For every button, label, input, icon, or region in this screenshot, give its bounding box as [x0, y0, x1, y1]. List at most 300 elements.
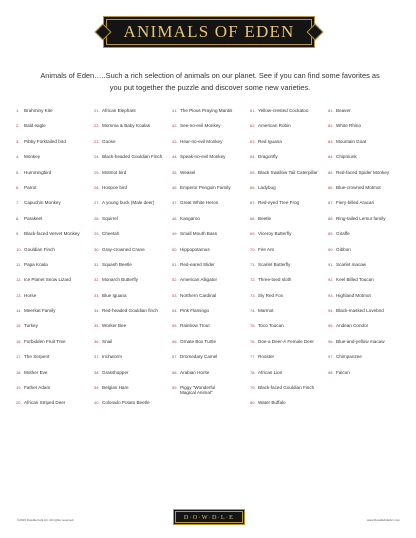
- banner-right-ornament: [307, 24, 324, 41]
- item-number: 68.: [250, 215, 256, 221]
- item-label-line: Monarch Butterfly: [102, 277, 138, 283]
- list-item: [172, 216, 246, 231]
- list-item: [328, 262, 402, 277]
- list-item: [172, 323, 246, 338]
- item-label: [258, 293, 283, 298]
- item-number: 66.: [250, 184, 256, 190]
- item-label-line: Dromedary Camel: [180, 354, 218, 360]
- item-number: 90.: [328, 246, 334, 252]
- item-label: [24, 400, 65, 405]
- item-label-line: Chipmunk: [336, 154, 357, 160]
- item-label: [24, 385, 50, 390]
- item-number: 2.: [16, 123, 20, 129]
- list-item: [328, 139, 402, 154]
- list-item: [328, 108, 402, 123]
- item-number: 77.: [250, 354, 256, 360]
- item-label-line: Inchworm: [102, 354, 122, 360]
- list-item: [16, 247, 90, 262]
- list-column: [172, 108, 246, 418]
- item-label-line: Viceroy Butterfly: [258, 231, 292, 237]
- footer-brand-logo: [173, 509, 245, 525]
- item-label: [258, 123, 291, 128]
- list-item: [328, 123, 402, 138]
- list-item: [328, 339, 402, 354]
- list-item: [328, 247, 402, 262]
- item-label: [24, 308, 55, 313]
- list-item: [172, 170, 246, 185]
- item-number: 46.: [172, 184, 178, 190]
- item-label: [180, 185, 231, 190]
- item-number: 33.: [94, 292, 100, 298]
- list-item: [94, 170, 168, 185]
- list-item: [328, 231, 402, 246]
- item-number: 57.: [172, 354, 178, 360]
- list-item: [16, 400, 90, 415]
- item-label-line: Beetle: [258, 215, 272, 221]
- list-item: [328, 370, 402, 385]
- item-label-line: Great White Heron: [180, 200, 219, 206]
- item-number: 93.: [328, 292, 334, 298]
- item-label-line: See-no-evil Monkey: [180, 123, 221, 129]
- item-label: [102, 154, 162, 159]
- item-label: [336, 123, 361, 128]
- item-number: 94.: [328, 308, 334, 314]
- item-number: 24.: [94, 154, 100, 160]
- item-label-line: Water Buffalo: [258, 400, 286, 406]
- item-label-line: Chimpanzee: [336, 354, 362, 360]
- item-label-line: Mother Eve: [24, 369, 48, 375]
- list-item: [172, 200, 246, 215]
- item-label-line: Blue-crowned Motmot: [336, 184, 381, 190]
- list-item: [328, 354, 402, 369]
- item-number: 49.: [172, 231, 178, 237]
- item-number: 5.: [16, 169, 20, 175]
- list-item: [172, 139, 246, 154]
- list-item: [16, 385, 90, 400]
- item-label: [102, 262, 132, 267]
- item-number: 72.: [250, 277, 256, 283]
- item-label: [336, 247, 351, 252]
- item-label-line: African Elephant: [102, 108, 136, 113]
- item-number: 6.: [16, 184, 20, 190]
- item-label-line: Beaver: [336, 108, 351, 113]
- item-label: [102, 354, 122, 359]
- item-label-line: Red-headed Gouldian finch: [102, 308, 158, 314]
- item-label: [102, 339, 112, 344]
- list-item: [250, 108, 324, 123]
- item-label: [24, 154, 40, 159]
- list-item: [16, 339, 90, 354]
- item-label: [258, 154, 278, 159]
- list-item: [16, 216, 90, 231]
- list-item: [172, 247, 246, 262]
- list-item: [250, 400, 324, 415]
- item-label-line: Snail: [102, 338, 113, 344]
- item-label-line: Ice Planet Snow Lizard: [24, 277, 71, 283]
- item-number: 16.: [16, 338, 22, 344]
- list-item: [16, 354, 90, 369]
- list-item: [250, 293, 324, 308]
- item-label-line: Marmot: [258, 308, 274, 314]
- item-label: [336, 154, 357, 159]
- list-item: [94, 354, 168, 369]
- item-number: 43.: [172, 138, 178, 144]
- item-label: [336, 185, 381, 190]
- item-number: 14.: [16, 308, 22, 314]
- item-number: 92.: [328, 277, 334, 283]
- item-label: [336, 108, 351, 113]
- item-number: 91.: [328, 261, 334, 267]
- item-label-line: American Alligator: [180, 277, 218, 283]
- item-number: 74.: [250, 308, 256, 314]
- item-number: 8.: [16, 215, 20, 221]
- item-label-line: Keel Billed Toucan: [336, 277, 374, 283]
- list-item: [16, 277, 90, 292]
- item-number: 80.: [250, 400, 256, 406]
- item-label-line: Kangaroo: [180, 215, 200, 221]
- item-number: 37.: [94, 354, 100, 360]
- list-item: [16, 123, 90, 138]
- item-label: [180, 339, 216, 344]
- item-label: [102, 370, 129, 375]
- item-label: [180, 277, 217, 282]
- page-title: ANIMALS OF EDEN: [123, 22, 295, 41]
- item-label: [24, 200, 61, 205]
- item-label-line: Colorado Potato Beetle: [102, 400, 150, 406]
- list-item: [172, 354, 246, 369]
- list-item: [250, 339, 324, 354]
- list-item: [16, 293, 90, 308]
- list-item: [16, 262, 90, 277]
- list-item: [328, 308, 402, 323]
- item-number: 56.: [172, 338, 178, 344]
- list-item: [16, 308, 90, 323]
- title-banner: [103, 16, 315, 48]
- list-item: [250, 185, 324, 200]
- item-number: 79.: [250, 385, 256, 391]
- list-item: [94, 308, 168, 323]
- list-item: [94, 339, 168, 354]
- item-number: 54.: [172, 308, 178, 314]
- item-label: [336, 262, 366, 267]
- item-label: [258, 385, 314, 390]
- list-item: [172, 123, 246, 138]
- list-item: [250, 154, 324, 169]
- item-label: [24, 108, 53, 113]
- list-item: [250, 200, 324, 215]
- list-item: [94, 231, 168, 246]
- item-label: [102, 123, 150, 128]
- list-item: [328, 185, 402, 200]
- item-label-line: Pink Flamingo: [180, 308, 210, 314]
- item-label-line: Scarlet macaw: [336, 261, 367, 267]
- item-label: [336, 323, 368, 328]
- list-item: [16, 154, 90, 169]
- item-label: [180, 354, 217, 359]
- list-item: [172, 293, 246, 308]
- item-label-line: Cheetah: [102, 231, 120, 237]
- item-number: 29.: [94, 231, 100, 237]
- item-label: [102, 385, 129, 390]
- item-label-line: Turkey: [24, 323, 38, 329]
- list-item: [172, 385, 246, 400]
- item-label-line: The Serpent: [24, 354, 50, 360]
- item-label: [24, 293, 36, 298]
- item-label: [24, 185, 37, 190]
- item-number: 89.: [328, 231, 334, 237]
- item-label-line: Emperor Penguin Family: [180, 184, 231, 190]
- list-item: [16, 231, 90, 246]
- item-label-line: American Robin: [258, 123, 291, 129]
- item-label-line: Pibby Forktailed bird: [24, 138, 66, 144]
- item-number: 76.: [250, 338, 256, 344]
- item-label: [24, 354, 49, 359]
- item-label-line: Scarlet Butterfly: [258, 261, 291, 267]
- item-label-line: Black-headed Gouldian Finch: [102, 154, 163, 160]
- item-number: 23.: [94, 138, 100, 144]
- item-label: [102, 216, 118, 221]
- item-number: 70.: [250, 246, 256, 252]
- list-item: [16, 108, 90, 123]
- item-label: [102, 293, 127, 298]
- list-item: [94, 293, 168, 308]
- list-item: [172, 108, 246, 123]
- item-label-line: Andean Condor: [336, 323, 369, 329]
- item-number: 98.: [328, 369, 334, 375]
- list-item: [250, 354, 324, 369]
- item-label-line: Gouldian Finch: [24, 246, 55, 252]
- item-number: 52.: [172, 277, 178, 283]
- item-label: [336, 293, 371, 298]
- list-item: [16, 170, 90, 185]
- item-number: 36.: [94, 338, 100, 344]
- list-item: [94, 216, 168, 231]
- item-label-line: Gray-crowned Crane: [102, 246, 145, 252]
- item-number: 87.: [328, 200, 334, 206]
- item-label-line: Speak-no-evil Monkey: [180, 154, 226, 160]
- item-label-line: White Rhino: [336, 123, 362, 129]
- list-item: [172, 308, 246, 323]
- item-label-line: Grasshopper: [102, 369, 129, 375]
- list-item: [328, 323, 402, 338]
- item-label-line: Squirrel: [102, 215, 118, 221]
- item-label-line: Hippopotamus: [180, 246, 210, 252]
- item-label-line: Magical Animal": [180, 390, 213, 396]
- item-label: [180, 323, 210, 328]
- item-label: [336, 277, 374, 282]
- item-number: 97.: [328, 354, 334, 360]
- item-label-line: African Striped Deer: [24, 400, 66, 406]
- item-number: 47.: [172, 200, 178, 206]
- item-label: [258, 323, 284, 328]
- list-item: [94, 400, 168, 415]
- list-item: [328, 293, 402, 308]
- item-label: [180, 247, 210, 252]
- item-label-line: Red-eyed Tree Frog: [258, 200, 300, 206]
- item-label-line: Forbidden Fruit Tree: [24, 338, 66, 344]
- item-label: [258, 400, 286, 405]
- list-item: [172, 185, 246, 200]
- item-label: [102, 277, 138, 282]
- item-label-line: Worker Bee: [102, 323, 127, 329]
- item-label-line: Brahminy Kite: [24, 108, 53, 113]
- item-label: [24, 339, 66, 344]
- item-number: 22.: [94, 123, 100, 129]
- item-number: 73.: [250, 292, 256, 298]
- item-label: [102, 247, 145, 252]
- item-label-line: Doe-a Deer-A Female Deer: [258, 338, 314, 344]
- item-label-line: Yellow-crested Cockatoo: [258, 108, 309, 113]
- item-number: 13.: [16, 292, 22, 298]
- item-label-line: Toco Toucan: [258, 323, 284, 329]
- list-item: [16, 200, 90, 215]
- item-label-line: Capuchin Monkey: [24, 200, 61, 206]
- item-label-line: Ornate Box Turtle: [180, 338, 217, 344]
- item-label-line: Papa Koala: [24, 261, 48, 267]
- list-item: [250, 323, 324, 338]
- item-number: 20.: [16, 400, 22, 406]
- footer: [0, 502, 416, 532]
- item-label: [24, 323, 38, 328]
- item-number: 18.: [16, 369, 22, 375]
- item-label-line: Weasel: [180, 169, 196, 175]
- item-number: 81.: [328, 108, 334, 113]
- item-number: 85.: [328, 169, 334, 175]
- item-label-line: Arabian Horse: [180, 369, 210, 375]
- list-item: [250, 139, 324, 154]
- item-label-line: Momma & Baby Koalas: [102, 123, 150, 129]
- item-label-line: Piggy "Wonderful: [180, 385, 216, 391]
- list-item: [94, 108, 168, 123]
- item-label-line: Black Swallow Tail Caterpillar: [258, 169, 318, 175]
- list-item: [172, 262, 246, 277]
- item-label-line: Small Mouth Bass: [180, 231, 218, 237]
- item-number: 50.: [172, 246, 178, 252]
- item-label: [24, 139, 66, 144]
- item-number: 31.: [94, 261, 100, 267]
- item-number: 71.: [250, 261, 256, 267]
- item-number: 96.: [328, 338, 334, 344]
- footer-url: www.DowdleFolkArt.com: [366, 518, 400, 522]
- item-label-line: Fire Ant: [258, 246, 274, 252]
- item-label: [258, 139, 282, 144]
- item-number: 58.: [172, 369, 178, 375]
- list-item: [94, 262, 168, 277]
- list-item: [172, 370, 246, 385]
- item-label: [258, 170, 318, 175]
- list-item: [172, 154, 246, 169]
- item-label-line: Hoopoe bird: [102, 184, 128, 190]
- list-item: [94, 370, 168, 385]
- item-label-line: Red Iguana: [258, 138, 282, 144]
- item-label: [258, 354, 274, 359]
- item-number: 9.: [16, 231, 20, 237]
- item-label-line: Giraffe: [336, 231, 350, 237]
- item-label: [24, 231, 80, 236]
- list-column: [328, 108, 402, 418]
- item-label: [336, 170, 389, 175]
- item-number: 44.: [172, 154, 178, 160]
- item-label-line: Northern Cardinal: [180, 292, 217, 298]
- item-number: 26.: [94, 184, 100, 190]
- item-label: [336, 231, 350, 236]
- item-label-line: Highland Motmot: [336, 292, 371, 298]
- item-label: [180, 139, 222, 144]
- item-label: [102, 323, 126, 328]
- list-item: [16, 185, 90, 200]
- item-number: 30.: [94, 246, 100, 252]
- item-label: [336, 370, 350, 375]
- item-label: [336, 200, 374, 205]
- item-number: 53.: [172, 292, 178, 298]
- item-number: 27.: [94, 200, 100, 206]
- item-number: 55.: [172, 323, 178, 329]
- item-number: 28.: [94, 215, 100, 221]
- item-label-line: Horse: [24, 292, 37, 298]
- list-item: [250, 247, 324, 262]
- item-label: [258, 247, 274, 252]
- list-item: [328, 216, 402, 231]
- item-label-line: Mountain Goat: [336, 138, 367, 144]
- item-label-line: Parrot: [24, 184, 37, 190]
- item-label: [336, 216, 386, 221]
- list-item: [172, 339, 246, 354]
- list-item: [94, 139, 168, 154]
- item-label-line: Monkey: [24, 154, 41, 160]
- item-number: 86.: [328, 184, 334, 190]
- item-number: 19.: [16, 385, 22, 391]
- item-label: [180, 262, 215, 267]
- item-label-line: Black-faced Gouldian Finch: [258, 385, 315, 391]
- item-label: [336, 308, 384, 313]
- item-label: [102, 400, 150, 405]
- item-label: [258, 108, 308, 113]
- item-label: [180, 308, 209, 313]
- item-label-line: Hummingbird: [24, 169, 52, 175]
- list-item: [250, 277, 324, 292]
- list-item: [328, 277, 402, 292]
- list-item: [94, 323, 168, 338]
- item-number: 59.: [172, 385, 178, 391]
- item-number: 40.: [94, 400, 100, 406]
- list-item: [328, 154, 402, 169]
- item-number: 3.: [16, 138, 20, 144]
- list-column: [94, 108, 168, 418]
- list-item: [172, 231, 246, 246]
- item-label-line: Gibbon: [336, 246, 351, 252]
- item-number: 82.: [328, 123, 334, 129]
- item-label: [180, 370, 209, 375]
- item-number: 35.: [94, 323, 100, 329]
- item-label: [180, 231, 217, 236]
- item-label: [336, 339, 385, 344]
- item-number: 78.: [250, 369, 256, 375]
- item-label: [180, 200, 218, 205]
- item-label-line: Black-faced Vervet Monkey: [24, 231, 80, 237]
- item-number: 61.: [250, 108, 256, 113]
- item-label-line: A young buck (Male deer): [102, 200, 155, 206]
- list-item: [94, 385, 168, 400]
- list-column: [250, 108, 324, 418]
- item-label: [180, 293, 216, 298]
- list-item: [94, 154, 168, 169]
- item-label: [258, 262, 290, 267]
- item-number: 12.: [16, 277, 22, 283]
- item-label-line: Parakeet: [24, 215, 43, 221]
- item-label: [258, 277, 291, 282]
- item-number: 10.: [16, 246, 22, 252]
- item-number: 17.: [16, 354, 22, 360]
